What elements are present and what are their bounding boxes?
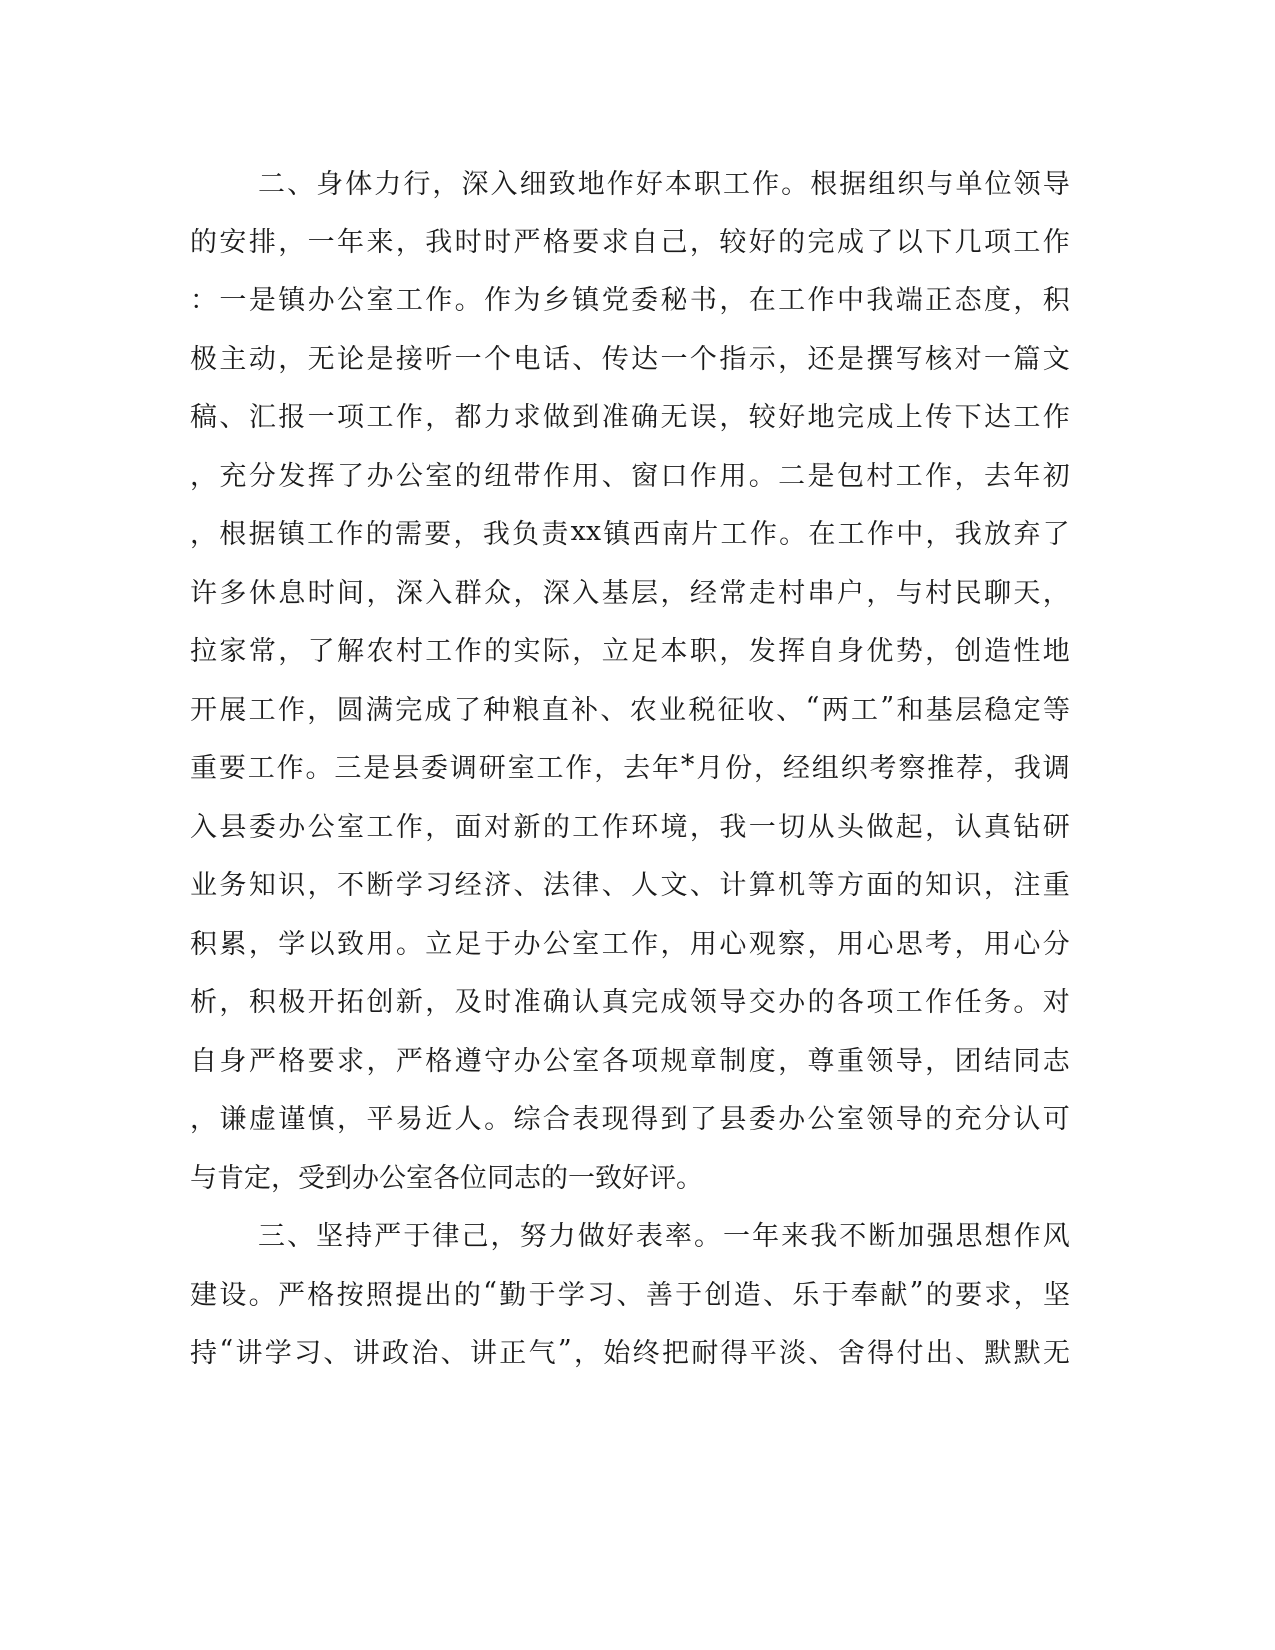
paragraph-2-line-18: 与肯定，受到办公室各位同志的一致好评。 <box>190 1162 703 1194</box>
paragraph-2-line-16: 自 身 严 格 要 求 ， 严 格 遵 守 办 公 室 各 项 规 章 制 度 ， 尊 重 领 导 ， 团 结 同 志 <box>190 1045 1070 1077</box>
paragraph-2-line-5: 稿 、 汇 报 一 项 工 作 ， 都 力 求 做 到 准 确 无 误 ， 较 好 地 完 成 上 传 下 达 工 作 <box>190 401 1070 433</box>
paragraph-2-line-14: 积 累 ， 学 以 致 用 。 立 足 于 办 公 室 工 作 ， 用 心 观 察 ， 用 心 思 考 ， 用 心 分 <box>190 928 1070 960</box>
paragraph-2-line-17: ， 谦 虚 谨 慎 ， 平 易 近 人 。 综 合 表 现 得 到 了 县 委 办 公 室 领 导 的 充 分 认 可 <box>190 1103 1070 1135</box>
paragraph-2-line-15: 析 ， 积 极 开 拓 创 新 ， 及 时 准 确 认 真 完 成 领 导 交 办 的 各 项 工 作 任 务 。 对 <box>190 986 1070 1018</box>
paragraph-2-line-13: 业 务 知 识 ， 不 断 学 习 经 济 、 法 律 、 人 文 、 计 算 机 等 方 面 的 知 识 ， 注 重 <box>190 869 1070 901</box>
paragraph-3-line-2: 建 设 。 严 格 按 照 提 出 的 “ 勤 于 学 习 、 善 于 创 造 、 乐 于 奉 献 ” 的 要 求 ， 坚 <box>190 1276 1070 1311</box>
paragraph-2-line-7: ， 根 据 镇 工 作 的 需 要 ， 我 负 责 xx 镇 西 南 片 工 作 。 在 工 作 中 ， 我 放 弃 了 <box>190 515 1070 550</box>
paragraph-2-line-3: ： 一 是 镇 办 公 室 工 作 。 作 为 乡 镇 党 委 秘 书 ， 在 工 作 中 我 端 正 态 度 ， 积 <box>190 284 1070 316</box>
paragraph-2-line-6: ， 充 分 发 挥 了 办 公 室 的 纽 带 作 用 、 窗 口 作 用 。 二 是 包 村 工 作 ， 去 年 初 <box>190 460 1070 492</box>
paragraph-2-line-11: 重 要 工 作 。 三 是 县 委 调 研 室 工 作 ， 去 年 * 月 份 ， 经 组 织 考 察 推 荐 ， 我 调 <box>190 749 1070 784</box>
paragraph-3-line-1: 三 、 坚 持 严 于 律 己 ， 努 力 做 好 表 率 。 一 年 来 我 不 断 加 强 思 想 作 风 <box>258 1220 1070 1252</box>
paragraph-2-line-1: 二 、 身 体 力 行 ， 深 入 细 致 地 作 好 本 职 工 作 。 根 据 组 织 与 单 位 领 导 <box>258 168 1070 200</box>
paragraph-2-line-12: 入 县 委 办 公 室 工 作 ， 面 对 新 的 工 作 环 境 ， 我 一 切 从 头 做 起 ， 认 真 钻 研 <box>190 811 1070 843</box>
paragraph-2-line-8: 许 多 休 息 时 间 ， 深 入 群 众 ， 深 入 基 层 ， 经 常 走 村 串 户 ， 与 村 民 聊 天 ， <box>190 577 1070 609</box>
paragraph-2-line-2: 的 安 排 ， 一 年 来 ， 我 时 时 严 格 要 求 自 己 ， 较 好 的 完 成 了 以 下 几 项 工 作 <box>190 226 1070 258</box>
paragraph-3-line-3: 持 “ 讲 学 习 、 讲 政 治 、 讲 正 气 ” ， 始 终 把 耐 得 平 淡 、 舍 得 付 出 、 默 默 无 <box>190 1334 1070 1369</box>
paragraph-2-line-10: 开 展 工 作 ， 圆 满 完 成 了 种 粮 直 补 、 农 业 税 征 收 、 “ 两 工 ” 和 基 层 稳 定 等 <box>190 691 1070 726</box>
paragraph-2-line-9: 拉 家 常 ， 了 解 农 村 工 作 的 实 际 ， 立 足 本 职 ， 发 挥 自 身 优 势 ， 创 造 性 地 <box>190 635 1070 667</box>
paragraph-2-line-4: 极 主 动 ， 无 论 是 接 听 一 个 电 话 、 传 达 一 个 指 示 ， 还 是 撰 写 核 对 一 篇 文 <box>190 343 1070 375</box>
